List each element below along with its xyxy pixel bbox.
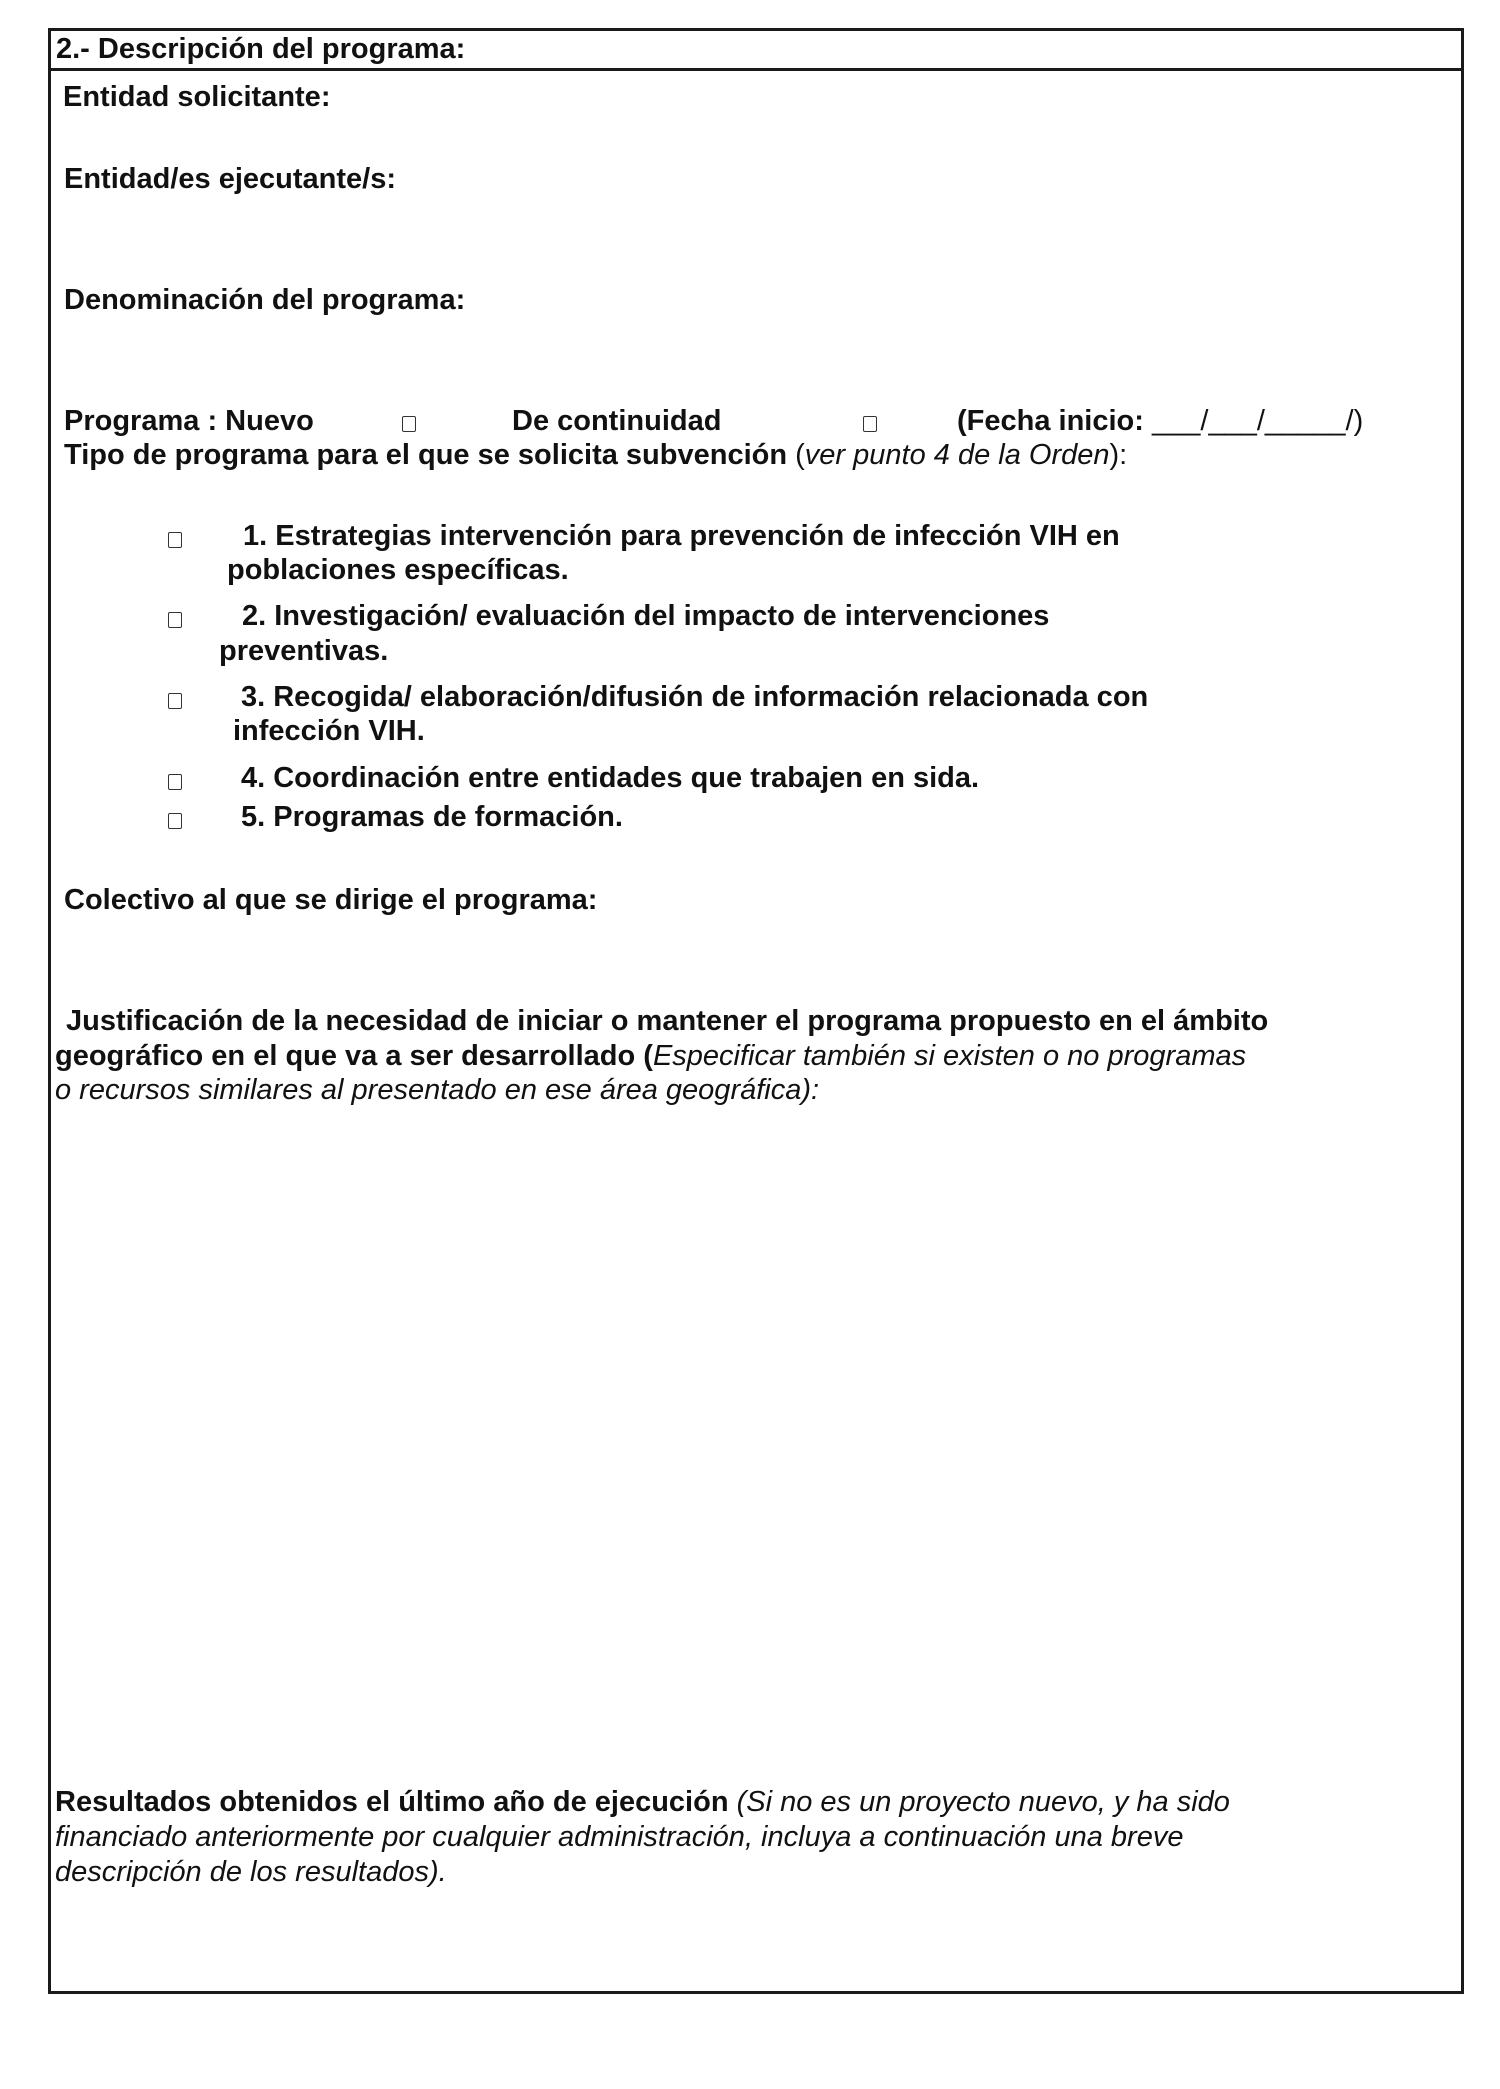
resultados-line1: Resultados obtenidos el último año de ejecución (Si no es un proyecto nuevo, y ha sido [55, 1786, 1230, 1818]
form-section-box [48, 28, 1464, 1994]
checkbox-option-1[interactable] [168, 532, 182, 548]
justificacion-line3: o recursos similares al presentado en ese área geográfica): [55, 1074, 820, 1106]
checkbox-option-4[interactable] [168, 774, 182, 790]
option-3-line1: 3. Recogida/ elaboración/difusión de información relacionada con [241, 681, 1149, 713]
resultados-line3: descripción de los resultados). [55, 1856, 447, 1888]
checkbox-option-2[interactable] [168, 612, 182, 628]
fecha-inicio-month[interactable]: ___/ [1208, 405, 1265, 437]
tipo-programa-label: Tipo de programa para el que se solicita subvención [64, 439, 788, 471]
denominacion-label: Denominación del programa: [64, 284, 466, 316]
entidad-solicitante-label: Entidad solicitante: [63, 81, 331, 113]
option-3-line2: infección VIH. [233, 715, 425, 747]
tipo-programa-note: ver punto 4 de la Orden [804, 439, 1110, 471]
checkbox-new[interactable] [402, 416, 416, 432]
entidades-ejecutantes-label: Entidad/es ejecutante/s: [64, 163, 396, 195]
option-4-line1: 4. Coordinación entre entidades que trabajen en sida. [241, 762, 980, 794]
fecha-inicio-field [957, 403, 1363, 439]
checkbox-continuity[interactable] [863, 416, 877, 432]
option-continuity-label: De continuidad [512, 405, 722, 437]
fecha-inicio-year[interactable]: _____/) [1264, 405, 1364, 437]
option-2-line2: preventivas. [219, 635, 389, 667]
option-1-line2: poblaciones específicas. [227, 554, 569, 586]
section-title: 2.- Descripción del programa: [51, 31, 1461, 71]
colectivo-label: Colectivo al que se dirige el programa: [64, 884, 598, 916]
resultados-line2: financiado anteriormente por cualquier administración, incluya a continuación una breve [55, 1821, 1184, 1853]
justificacion-line1: Justificación de la necesidad de iniciar o mantener el programa propuesto en el ámbito [66, 1005, 1269, 1037]
programa-label: Programa : [64, 405, 218, 437]
option-1-line1: 1. Estrategias intervención para prevención de infección VIH en [243, 520, 1120, 552]
option-5-line1: 5. Programas de formación. [241, 801, 623, 833]
justificacion-line2: geográfico en el que va a ser desarrollado (Especificar también si existen o no programas [55, 1040, 1247, 1072]
option-new-label: Nuevo [225, 405, 314, 437]
resultados-label: Resultados obtenidos el último año de ejecución [55, 1786, 729, 1818]
tipo-programa-line: Tipo de programa para el que se solicita subvención (ver punto 4 de la Orden): [64, 439, 1128, 471]
option-2-line1: 2. Investigación/ evaluación del impacto de intervenciones [242, 600, 1050, 632]
checkbox-option-3[interactable] [168, 693, 182, 709]
fecha-inicio-day[interactable]: ___/ [1151, 405, 1209, 437]
programa-type-row [64, 403, 314, 439]
fecha-inicio-label: (Fecha inicio: [957, 405, 1144, 437]
checkbox-option-5[interactable] [168, 813, 182, 829]
